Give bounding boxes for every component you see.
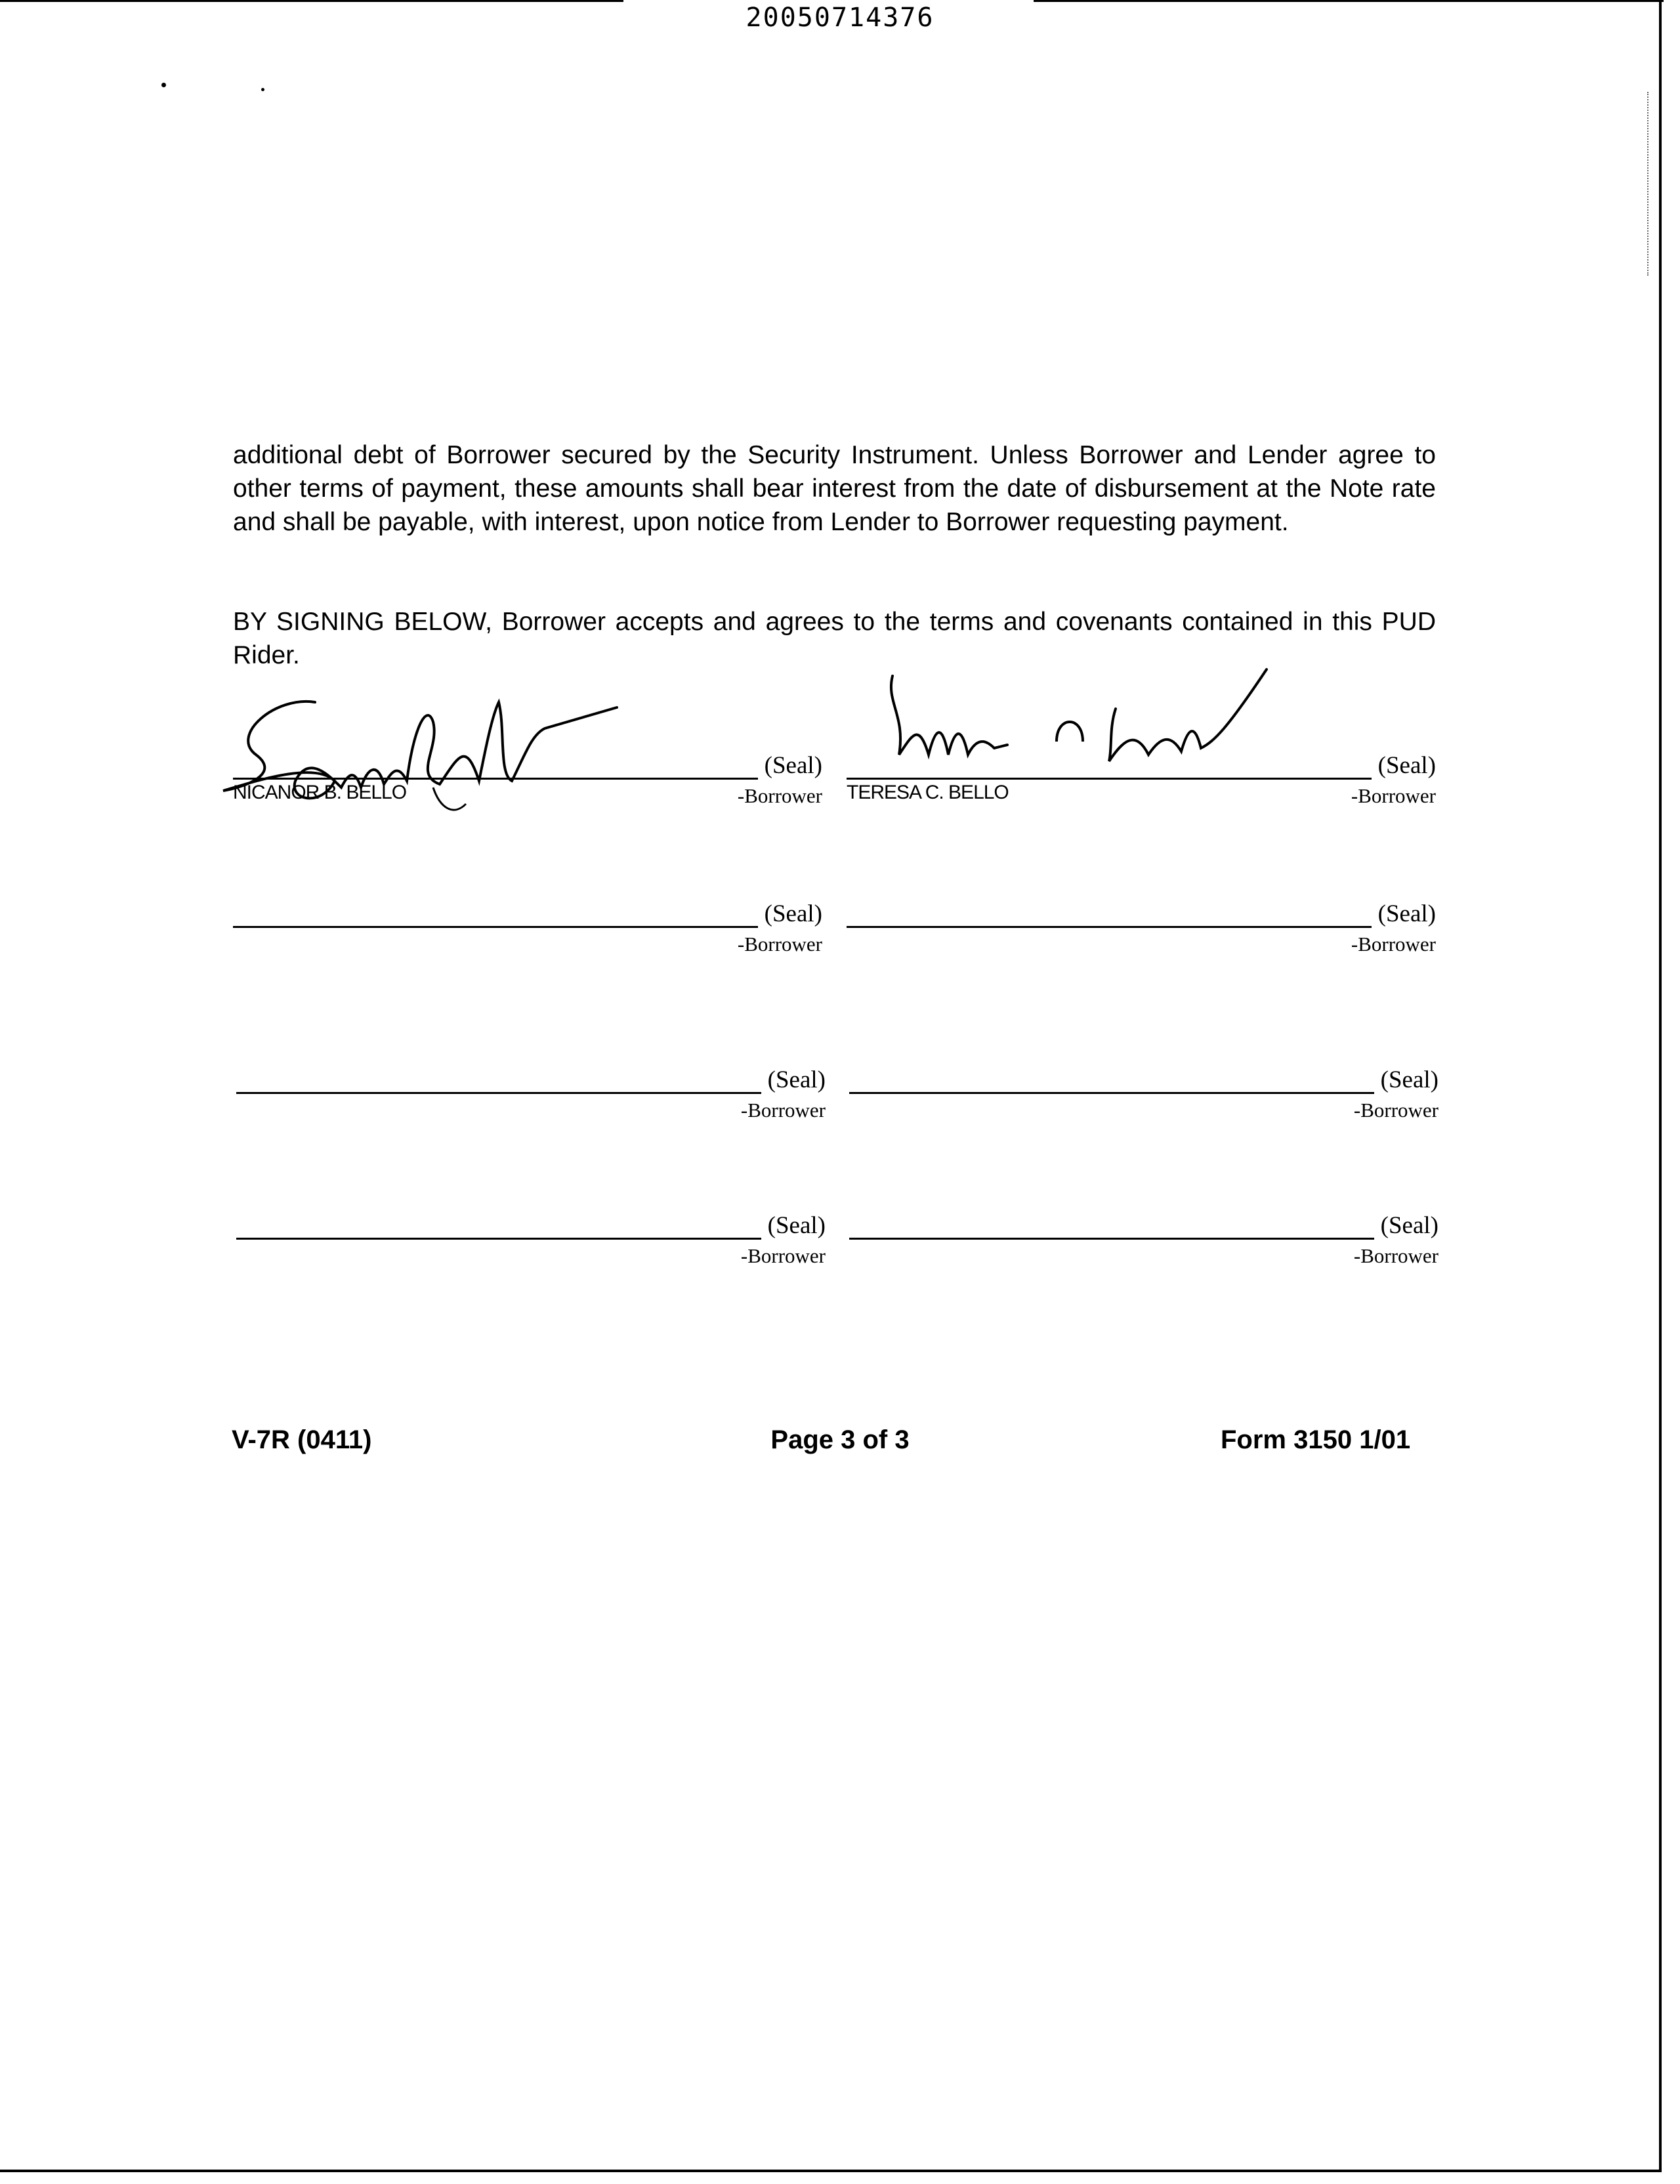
signature-block-2 [847, 751, 1436, 810]
scan-speck [161, 83, 166, 87]
signature-line [236, 1092, 761, 1094]
signature-line [233, 926, 758, 928]
seal-label: (Seal) [764, 900, 822, 927]
seal-label: (Seal) [1377, 752, 1436, 779]
signature-line [847, 926, 1372, 928]
signer-name-teresa: TERESA C. BELLO [847, 782, 1009, 803]
signature-block-7 [236, 1211, 826, 1270]
body-paragraph-2: BY SIGNING BELOW, Borrower accepts and agrees to the terms and covenants contained in this PUD Rider. [233, 608, 1436, 669]
footer-page-number: Page 3 of 3 [770, 1425, 910, 1454]
borrower-label: -Borrower [1353, 1099, 1438, 1122]
scan-edge-marks [1647, 92, 1650, 276]
signature-line [847, 778, 1372, 780]
borrower-label: -Borrower [1353, 1244, 1438, 1267]
signature-line [849, 1092, 1374, 1094]
seal-label: (Seal) [1380, 1212, 1438, 1239]
borrower-label: -Borrower [1351, 933, 1436, 956]
document-number: 20050714376 [746, 3, 934, 33]
signature-block-5 [236, 1066, 826, 1125]
seal-label: (Seal) [1380, 1066, 1438, 1093]
top-rule-left [0, 0, 623, 2]
signature-block-6 [849, 1066, 1438, 1125]
body-paragraph-1: additional debt of Borrower secured by the Security Instrument. Unless Borrower and Lender agree to other terms of payment, these amounts shall bear interest from the date of disbursement at the Note rate and shall be payable, with interest, upon notice from Lender to Borrower requesting payment. [233, 441, 1436, 536]
borrower-label: -Borrower [740, 1244, 826, 1267]
top-rule-right [1034, 0, 1664, 2]
signature-line [849, 1238, 1374, 1240]
signature-line [233, 778, 758, 780]
footer-form-code: V-7R (0411) [232, 1425, 372, 1454]
seal-label: (Seal) [767, 1212, 826, 1239]
signature-block-3 [233, 900, 822, 959]
footer-form-number: Form 3150 1/01 [1221, 1425, 1411, 1454]
borrower-label: -Borrower [737, 933, 822, 956]
signature-line [236, 1238, 761, 1240]
signature-block-1 [233, 751, 822, 810]
seal-label: (Seal) [767, 1066, 826, 1093]
borrower-label: -Borrower [1351, 784, 1436, 807]
seal-label: (Seal) [764, 752, 822, 779]
scan-speck [261, 88, 264, 91]
signature-block-4 [847, 900, 1436, 959]
signature-block-8 [849, 1211, 1438, 1270]
borrower-label: -Borrower [737, 784, 822, 807]
signer-name-nicanor: NICANOR B. BELLO [233, 782, 407, 803]
borrower-label: -Borrower [740, 1099, 826, 1122]
seal-label: (Seal) [1377, 900, 1436, 927]
